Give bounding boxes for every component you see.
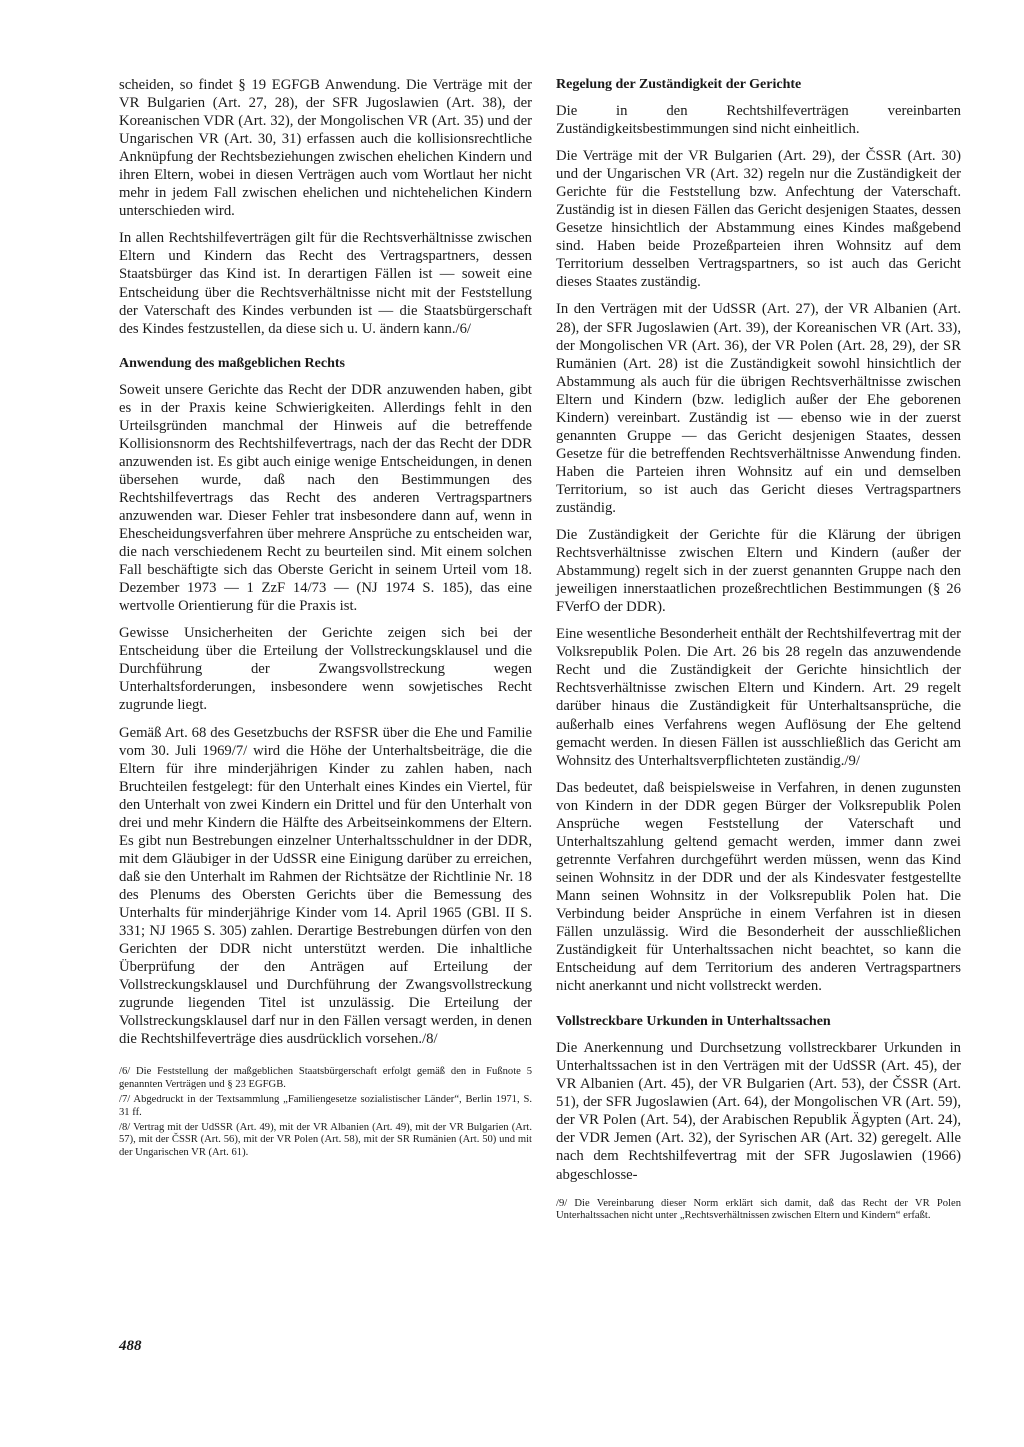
paragraph: Die Anerkennung und Durchsetzung vollstreckbarer Urkunden in Unterhaltssachen ist in den Verträgen mit der UdSSR (Art. 45), der VR Albanien (Art. 45), der VR Bulgarien (Art. 53), der ČSSR (Art. 51), der SFR Jugoslawien (Art. 64), der Mongolischen VR (Art. 59), der VR Polen (Art. 54), der Arabischen Republik Ägypten (Art. 24), der VDR Jemen (Art. 32), der Syrischen AR (Art. 32) geregelt. Alle nach dem Rechtshilfevertrag mit der SFR Jugoslawien (1966) abgeschlosse-: [556, 1040, 961, 1183]
left-column: [119, 76, 532, 1162]
paragraph: In den Verträgen mit der UdSSR (Art. 27), der VR Albanien (Art. 28), der SFR Jugoslawien (Art. 39), der Koreanischen VR (Art. 33), der Mongolischen VR (Art. 36), der VR Polen (Art. 28, 29), der SR Rumänien (Art. 28) ist die Zuständigkeit sowohl hinsichtlich der Abstammung als auch für die übrigen Rechtsverhältnisse zwischen Eltern und Kindern (bzw. lediglich außer der Ehe geborenen Kindern) vereinbart. Zuständig ist — ebenso wie in der zuerst genannten Gruppe — das Gericht desjenigen Staates, dessen Gesetze für die betreffenden Rechtsverhältnisse Anwendung finden. Haben die Parteien ihren Wohnsitz auf ein und demselben Territorium, so ist auch das Gericht dieses Vertragspartners zuständig.: [556, 301, 961, 516]
footnote: /6/ Die Feststellung der maßgeblichen Staatsbürgerschaft erfolgt gemäß den in Fußnote 5 genannten Verträgen und § 23 EGFGB.: [119, 1066, 532, 1090]
page-number: 488: [119, 1338, 142, 1354]
paragraph: Das bedeutet, daß beispielsweise in Verfahren, in denen zugunsten von Kindern in der DDR gegen Bürger der Volksrepublik Polen Ansprüche wegen Feststellung der Vaterschaft und Unterhaltszahlung geltend gemacht werden, immer dann zwei getrennte Verfahren durchgeführt werden müssen, wenn das Kind seinen Wohnsitz in der DDR und der als Kindesvater festgestellte Mann seinen Wohnsitz in der Volksrepublik Polen hat. Die Verbindung beider Ansprüche in einem Verfahren ist in diesen Fällen unzulässig. Wird die Besonderheit der ausschließlichen Zuständigkeit für Unterhaltssachen nicht beachtet, so kann die Entscheidung auf dem Territorium des anderen Vertragspartners nicht anerkannt und nicht vollstreckt werden.: [556, 779, 961, 995]
footnotes: [556, 1198, 961, 1223]
paragraph: Soweit unsere Gerichte das Recht der DDR anzuwenden haben, gibt es in der Praxis keine Schwierigkeiten. Allerdings fehlt in den Urteilsgründen manchmal der Hinweis auf die betreffende Kollisionsnorm des Rechtshilfevertrags, nach der das Recht der DDR anzuwenden ist. Es gibt auch einige wenige Entscheidungen, in denen übersehen wurde, daß nach den Bestimmungen des Rechtshilfevertrags das Recht des anderen Vertragspartners anzuwenden war. Dieser Fehler trat insbesondere dann auf, wenn in Ehescheidungsverfahren über mehrere Ansprüche zu entscheiden war, die nach verschiedenem Recht zu beurteilen sind. Mit einem solchen Fall beschäftigte sich das Oberste Gericht in seinem Urteil vom 18. Dezember 1973 — 1 ZzF 14/73 — (NJ 1974 S. 185), das eine wertvolle Orientierung für die Praxis ist.: [119, 381, 532, 615]
section-heading: Vollstreckbare Urkunden in Unterhaltssachen: [556, 1014, 831, 1030]
paragraph: Gewisse Unsicherheiten der Gerichte zeigen sich bei der Entscheidung über die Erteilung der Vollstreckungsklausel und die Durchführung der Zwangsvollstreckung wegen Unterhaltsforderungen, insbesondere wenn sowjetisches Recht zugrunde liegt.: [119, 625, 532, 714]
paragraph: Gemäß Art. 68 des Gesetzbuchs der RSFSR über die Ehe und Familie vom 30. Juli 1969/7/ wird die Höhe der Unterhaltsbeiträge, die die Eltern für ihre minderjährigen Kinder zu zahlen haben, nach Bruchteilen festgelegt: für den Unterhalt eines Kindes ein Viertel, für den Unterhalt von zwei Kindern ein Drittel und für den Unterhalt von drei und mehr Kindern die Hälfte des Arbeitseinkommens der Eltern. Es gibt nun Bestrebungen einzelner Unterhaltsschuldner in der DDR, mit dem Gläubiger in der UdSSR eine Einigung darüber zu erreichen, daß sie den Unterhalt im Rahmen der Richtsätze der Richtlinie Nr. 18 des Plenums des Obersten Gerichts über die Bemessung des Unterhalts für minderjährige Kinder vom 14. April 1965 (GBl. II S. 331; NJ 1965 S. 305) zahlen. Derartige Bestrebungen dürfen von den Gerichten der DDR nicht unterstützt werden. Die inhaltliche Überprüfung der den Anträgen auf Erteilung der Vollstreckungsklausel und Durchführung der Zwangsvollstreckung zugrunde liegenden Titel ist unzulässig. Die Erteilung der Vollstreckungsklausel darf nur in den Fällen versagt werden, in denen die Rechtshilfeverträge dies ausdrücklich vorsehen./8/: [119, 724, 532, 1048]
left-paragraphs-2: [119, 381, 532, 1049]
paragraph: Die in den Rechtshilfeverträgen vereinbarten Zuständigkeitsbestimmungen sind nicht einheitlich.: [556, 103, 961, 138]
paragraph: scheiden, so findet § 19 EGFGB Anwendung. Die Verträge mit der VR Bulgarien (Art. 27, 28), der SFR Jugoslawien (Art. 38), der Koreanischen VDR (Art. 32), der Mongolischen VR (Art. 35) und der Ungarischen VR (Art. 30, 31) erfassen auch die kollisionsrechtliche Anknüpfung der Rechtsbeziehungen zwischen ehelichen Kindern und ihren Eltern, wobei in diesen Verträgen auch vom Wortlaut her nicht mehr in jedem Fall zwischen ehelichen und nichtehelichen Kindern unterschieden wird.: [119, 77, 532, 220]
paragraph: Die Zuständigkeit der Gerichte für die Klärung der übrigen Rechtsverhältnisse zwischen Eltern und Kindern (außer der Abstammung) regelt sich in der zuerst genannten Gruppe nach den jeweiligen innerstaatlichen prozeßrechtlichen Bestimmungen (§ 26 FVerfO der DDR).: [556, 527, 961, 616]
paragraph: Die Verträge mit der VR Bulgarien (Art. 29), der ČSSR (Art. 30) und der Ungarischen VR (Art. 32) regeln nur die Zuständigkeit der Gerichte für die Feststellung bzw. Anfechtung der Vaterschaft. Zuständig ist in diesen Fällen das Gericht desjenigen Staates, dessen Gesetze hinsichtlich der Abstammung eines Kindes maßgebend sind. Haben beide Prozeßparteien ihren Wohnsitz auf dem Territorium desselben Vertragspartners, so ist auch das Gericht dieses Staates zuständig.: [556, 148, 961, 291]
footnote: /9/ Die Vereinbarung dieser Norm erklärt sich damit, daß das Recht der VR Polen Unterhaltssachen nicht unter „Rechtsverhältnissen zwischen Eltern und Kindern“ erfaßt.: [556, 1197, 961, 1221]
footnote: /7/ Abgedruckt in der Textsammlung „Familiengesetze sozialistischer Länder“, Berlin 1971, S. 31 ff.: [119, 1094, 532, 1118]
section-heading: Anwendung des maßgeblichen Rechts: [119, 355, 345, 371]
paragraph: In allen Rechtshilfeverträgen gilt für die Rechtsverhältnisse zwischen Eltern und Kindern das Recht des Vertragspartners, dessen Staatsbürger das Kind ist. In derartigen Fällen ist — soweit eine Entscheidung über die Rechtsverhältnisse nicht mit der Feststellung der Vaterschaft des Kindes verbunden ist — die Staatsbürgerschaft des Kindes festzustellen, da diese sich u. U. ändern kann./6/: [119, 230, 532, 337]
left-paragraphs-1: [119, 76, 532, 338]
paragraph: Eine wesentliche Besonderheit enthält der Rechtshilfevertrag mit der Volksrepublik Polen. Die Art. 26 bis 28 regeln das anzuwendende Recht und die Zuständigkeit der Gerichte hinsichtlich der Rechtsverhältnisse zwischen Eltern und Kindern. Art. 29 regelt darüber hinaus die Zuständigkeit für Unterhaltsansprüche, die außerhalb eines Verfahrens wegen Auflösung der Ehe geltend gemacht werden. In diesen Fällen ist ausschließlich das Gericht am Wohnsitz des Unterhaltsverpflichteten zuständig./9/: [556, 626, 961, 769]
right-column: [556, 76, 961, 1225]
right-paragraphs-2: [556, 1039, 961, 1183]
footnote: /8/ Vertrag mit der UdSSR (Art. 49), mit der VR Albanien (Art. 49), mit der VR Bulgarien (Art. 57), mit der ČSSR (Art. 56), mit der VR Polen (Art. 58), mit der SR Rumänien (Art. 50) und mit der Ungarischen VR (Art. 61).: [119, 1121, 532, 1158]
section-heading: Regelung der Zuständigkeit der Gerichte: [556, 77, 802, 92]
footnotes: [119, 1066, 532, 1159]
right-paragraphs-1: [556, 102, 961, 995]
